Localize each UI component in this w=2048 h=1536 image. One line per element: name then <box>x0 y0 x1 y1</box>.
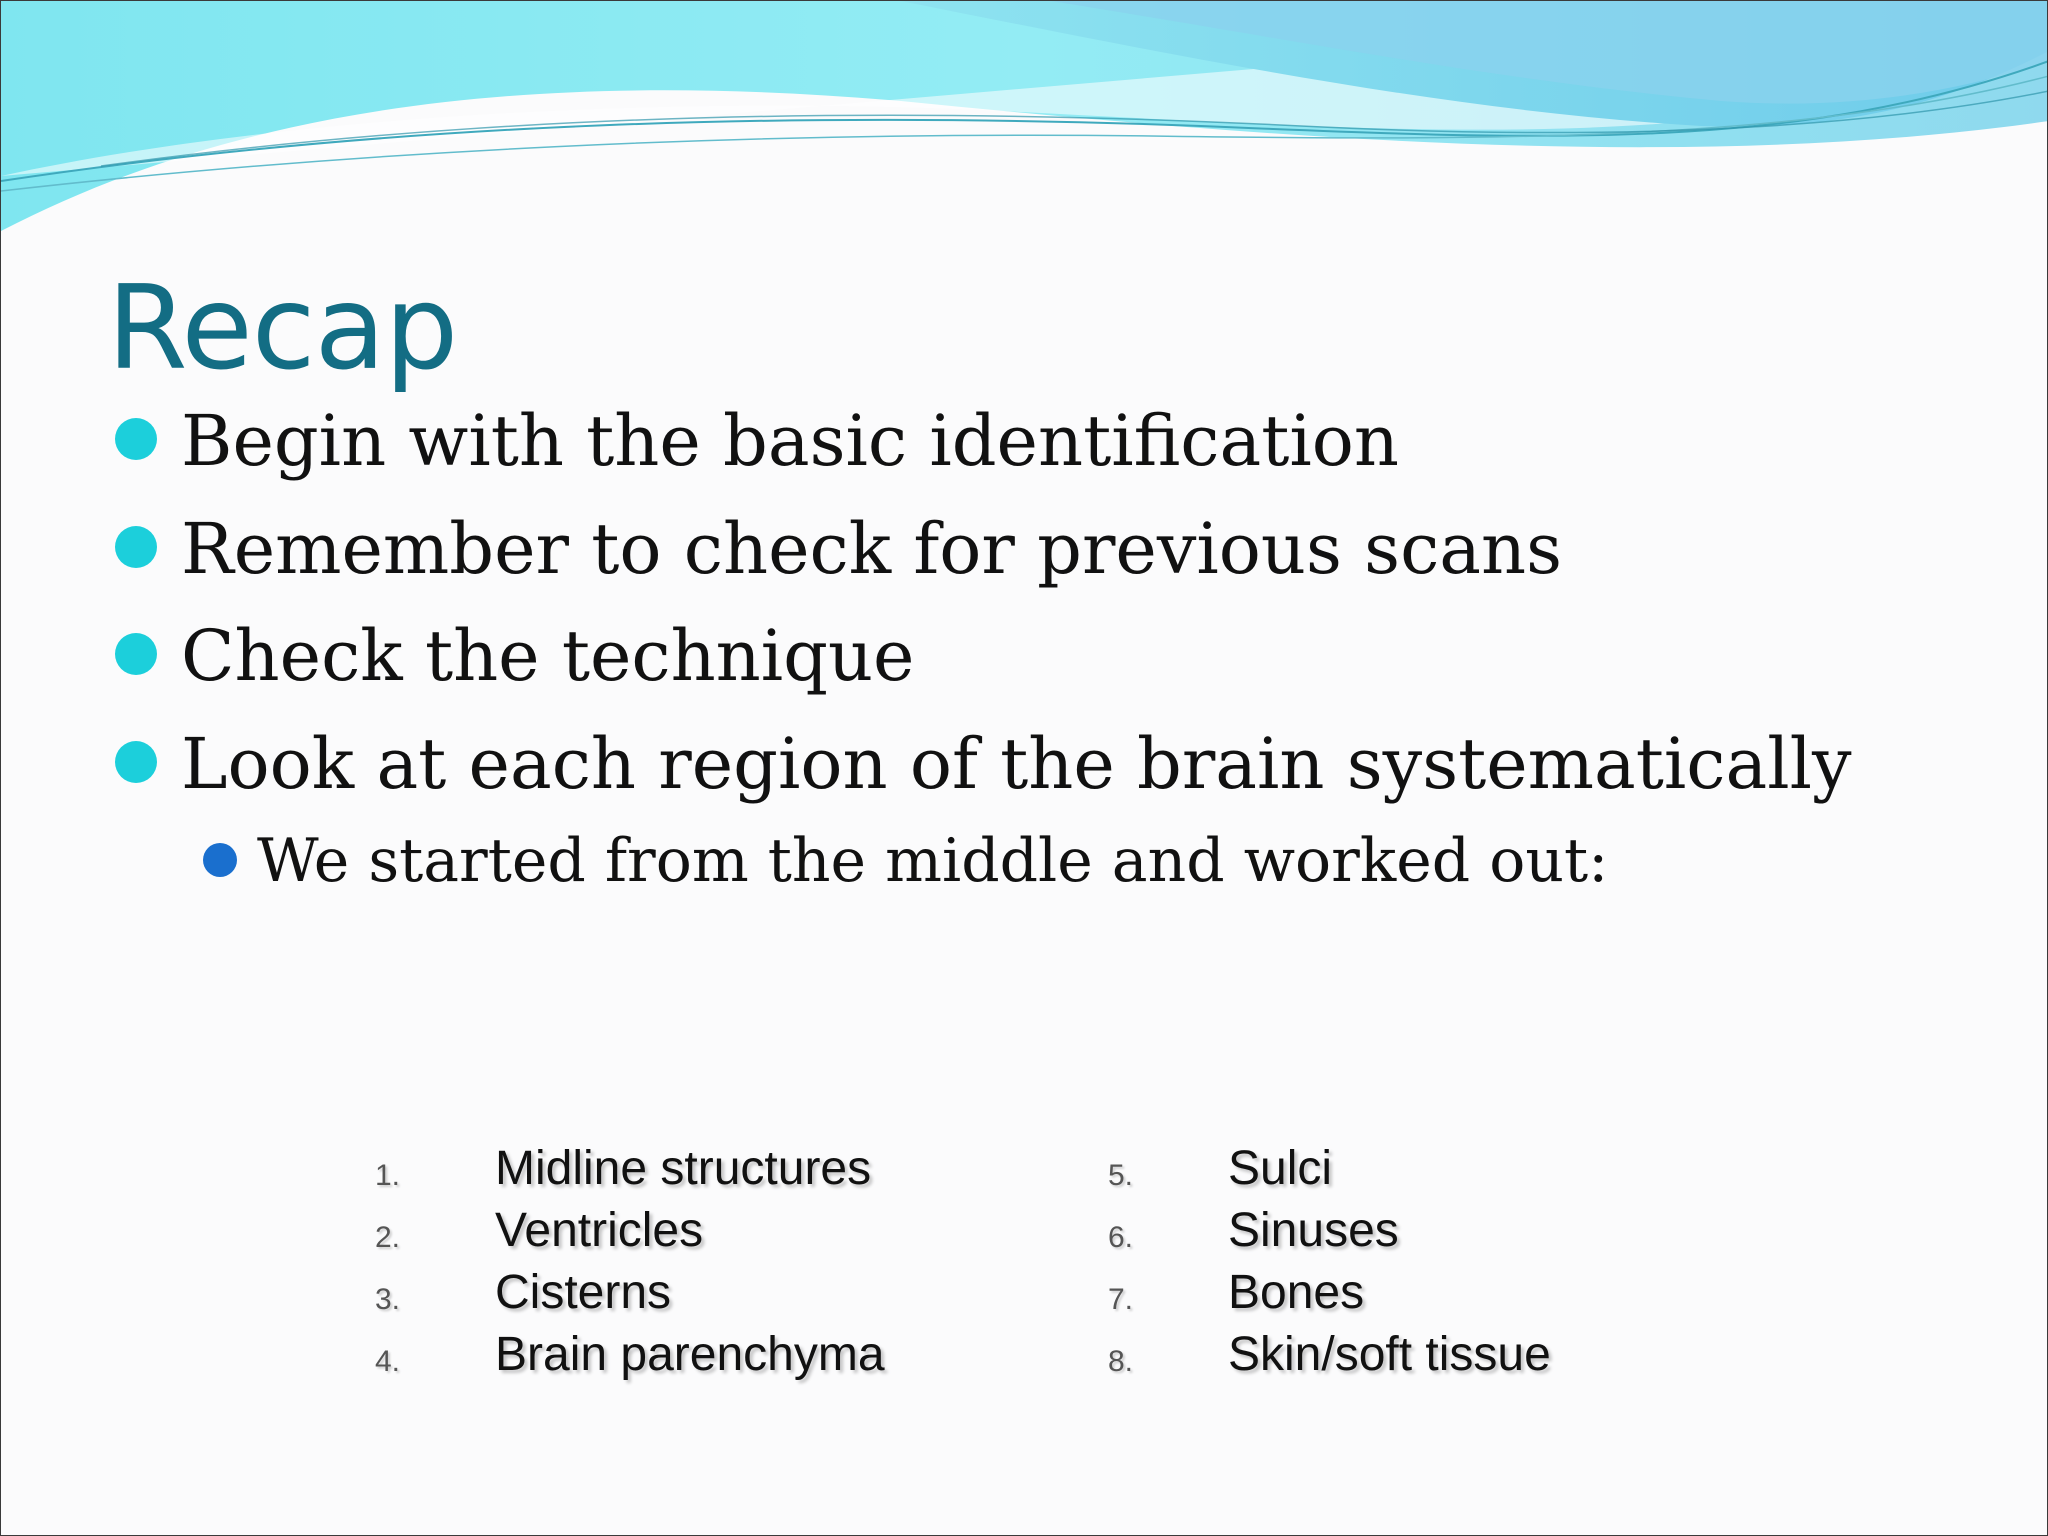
bullet-dot-icon <box>115 418 157 460</box>
list-label: Brain parenchyma <box>495 1328 885 1381</box>
list-number: 2. <box>375 1221 401 1254</box>
bullet-dot-icon <box>115 741 157 783</box>
list-number: 8. <box>1108 1345 1134 1378</box>
sub-bullet-text: We started from the middle and worked out: <box>257 826 1609 896</box>
list-label: Midline structures <box>495 1142 872 1195</box>
list-number: 1. <box>375 1159 401 1192</box>
list-label: Bones <box>1228 1266 1365 1319</box>
bullet-text: Begin with the basic identification <box>181 400 1399 482</box>
bullet-text: Check the technique <box>181 615 915 697</box>
list-label: Sulci <box>1228 1142 1333 1195</box>
bullet-text: Remember to check for previous scans <box>181 508 1563 590</box>
list-label: Skin/soft tissue <box>1228 1328 1551 1381</box>
list-label: Cisterns <box>495 1266 672 1319</box>
slide-title: Recap <box>107 261 458 396</box>
bullet-dot-icon <box>115 526 157 568</box>
bullet-dot-icon <box>115 633 157 675</box>
header-wave-decoration <box>1 1 2048 241</box>
list-label: Ventricles <box>495 1204 704 1257</box>
list-number: 3. <box>375 1283 401 1316</box>
list-number: 4. <box>375 1345 401 1378</box>
list-label: Sinuses <box>1228 1204 1399 1257</box>
list-number: 6. <box>1108 1221 1134 1254</box>
list-number: 7. <box>1108 1283 1134 1316</box>
bullet-text: Look at each region of the brain systematically <box>181 723 1852 805</box>
sub-bullet-dot-icon <box>203 843 237 877</box>
list-number: 5. <box>1108 1159 1134 1192</box>
